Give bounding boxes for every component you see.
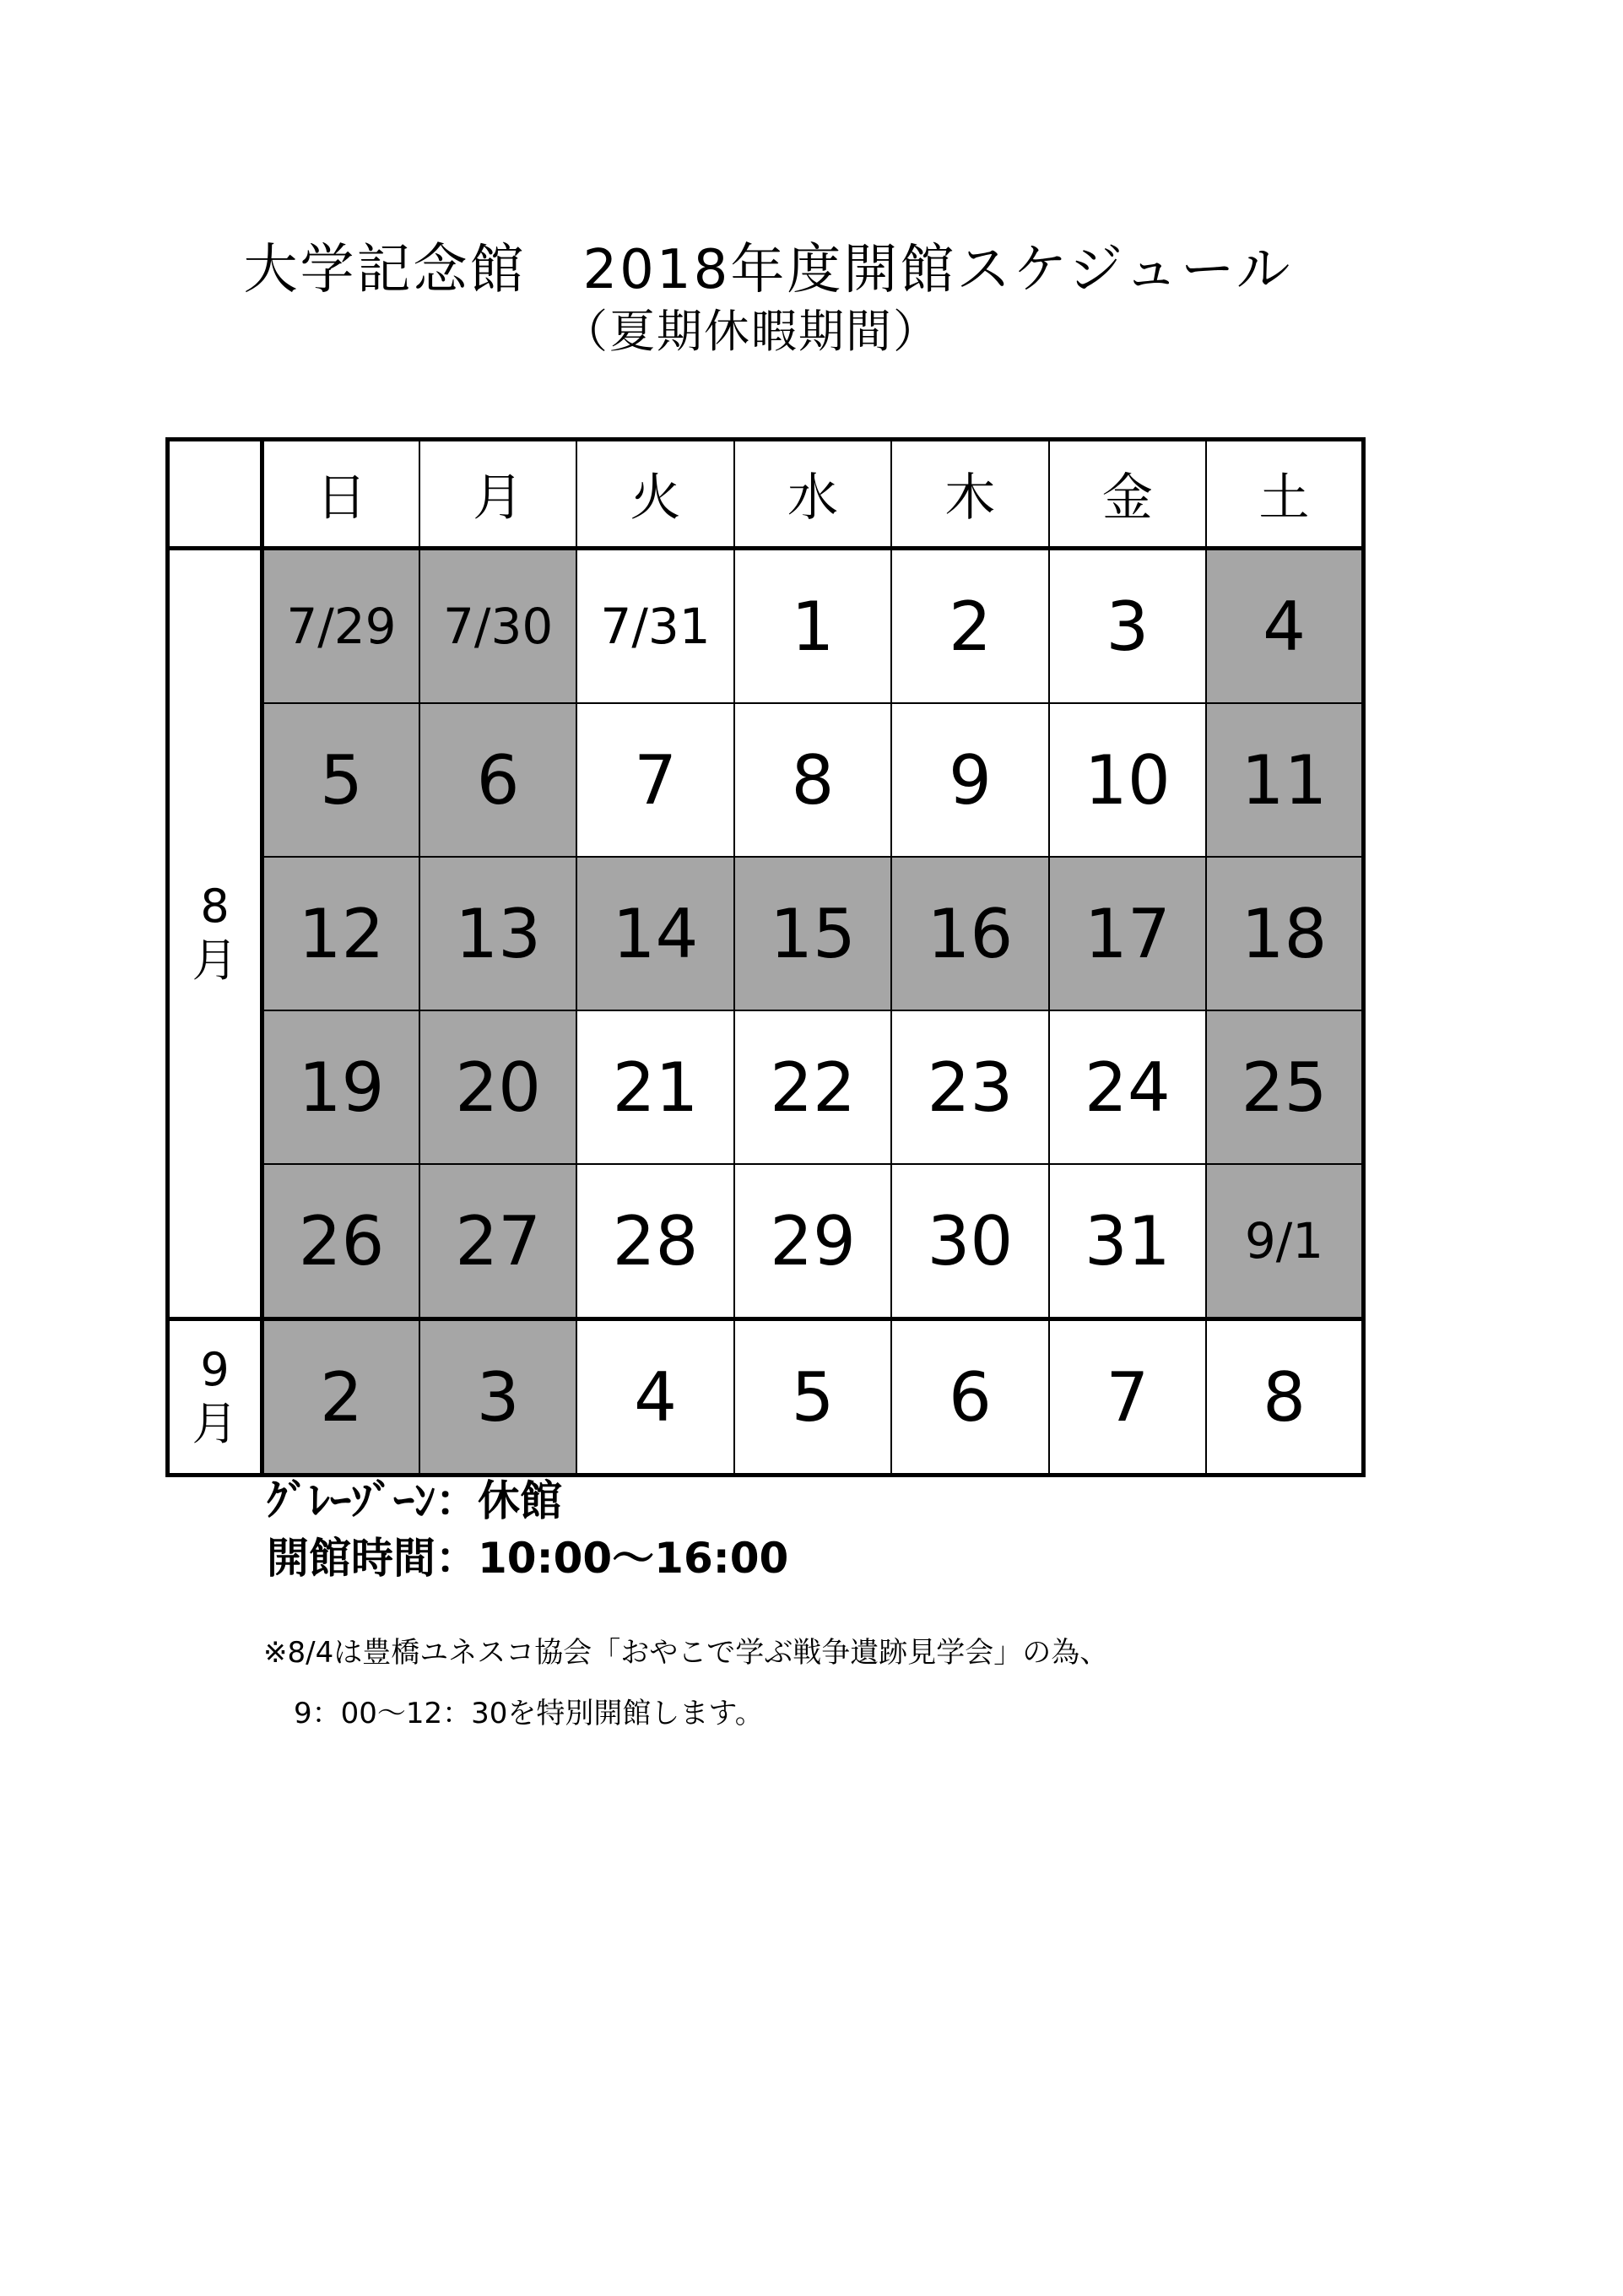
legend-gray-zone: ｸﾞﾚｰｿﾞｰﾝ：休館	[267, 1476, 562, 1525]
special-opening-hours-note: 9：00～12：30を特別開館します。	[294, 1697, 764, 1730]
calendar-week-row	[168, 857, 1364, 1010]
weekday-header-row	[168, 440, 1364, 549]
day-cell-open: 7	[1049, 1319, 1206, 1476]
day-cell-open: 7	[576, 703, 733, 857]
weekday-monday: 月	[419, 440, 576, 549]
day-cell-open: 3	[1049, 549, 1206, 704]
day-cell-closed: 2	[262, 1319, 419, 1476]
day-cell-closed: 6	[419, 703, 576, 857]
day-cell-open: 5	[734, 1319, 891, 1476]
day-cell-open: 10	[1049, 703, 1206, 857]
day-cell-closed: 16	[891, 857, 1048, 1010]
schedule-calendar	[165, 437, 1366, 1477]
month-label	[168, 1319, 262, 1476]
day-cell-closed: 11	[1206, 703, 1363, 857]
page-subtitle: （夏期休暇期間）	[562, 305, 940, 358]
calendar-week-row	[168, 549, 1364, 704]
day-cell-closed: 3	[419, 1319, 576, 1476]
day-cell-open: 8	[734, 703, 891, 857]
day-cell-closed: 13	[419, 857, 576, 1010]
day-cell-open: 9	[891, 703, 1048, 857]
day-cell-closed: 17	[1049, 857, 1206, 1010]
header-corner	[168, 440, 262, 549]
day-cell-open: 29	[734, 1164, 891, 1319]
day-cell-closed: 14	[576, 857, 733, 1010]
calendar-week-row	[168, 703, 1364, 857]
weekday-friday: 金	[1049, 440, 1206, 549]
day-cell-open: 4	[576, 1319, 733, 1476]
day-cell-open: 1	[734, 549, 891, 704]
day-cell-closed: 7/30	[419, 549, 576, 704]
day-cell-closed: 5	[262, 703, 419, 857]
special-opening-note: ※8/4は豊橋ユネスコ協会「おやこで学ぶ戦争遺跡見学会」の為、	[263, 1636, 1109, 1670]
day-cell-open: 22	[734, 1010, 891, 1164]
day-cell-closed: 18	[1206, 857, 1363, 1010]
day-cell-open: 6	[891, 1319, 1048, 1476]
weekday-tuesday: 火	[576, 440, 733, 549]
day-cell-closed: 4	[1206, 549, 1363, 704]
weekday-wednesday: 水	[734, 440, 891, 549]
month-label	[168, 549, 262, 1319]
day-cell-open: 2	[891, 549, 1048, 704]
calendar-week-row	[168, 1010, 1364, 1164]
day-cell-closed: 26	[262, 1164, 419, 1319]
month-label-char: 月	[192, 1397, 238, 1450]
weekday-sunday: 日	[262, 440, 419, 549]
day-cell-open: 24	[1049, 1010, 1206, 1164]
day-cell-open: 31	[1049, 1164, 1206, 1319]
day-cell-open: 28	[576, 1164, 733, 1319]
day-cell-closed: 27	[419, 1164, 576, 1319]
calendar-week-row	[168, 1164, 1364, 1319]
day-cell-open: 8	[1206, 1319, 1363, 1476]
legend-opening-hours: 開館時間：10:00～16:00	[267, 1534, 789, 1583]
day-cell-open: 7/31	[576, 549, 733, 704]
weekday-thursday: 木	[891, 440, 1048, 549]
day-cell-closed: 19	[262, 1010, 419, 1164]
day-cell-closed: 25	[1206, 1010, 1363, 1164]
day-cell-closed: 20	[419, 1010, 576, 1164]
weekday-saturday: 土	[1206, 440, 1363, 549]
day-cell-closed: 7/29	[262, 549, 419, 704]
calendar-week-row	[168, 1319, 1364, 1476]
page-title: 大学記念館 2018年度開館スケジュール	[243, 239, 1293, 301]
day-cell-closed: 15	[734, 857, 891, 1010]
month-label-char: 8	[200, 880, 230, 933]
day-cell-open: 21	[576, 1010, 733, 1164]
month-label-char: 9	[200, 1343, 230, 1396]
month-label-char: 月	[192, 934, 238, 987]
day-cell-closed: 9/1	[1206, 1164, 1363, 1319]
day-cell-open: 23	[891, 1010, 1048, 1164]
day-cell-closed: 12	[262, 857, 419, 1010]
day-cell-open: 30	[891, 1164, 1048, 1319]
